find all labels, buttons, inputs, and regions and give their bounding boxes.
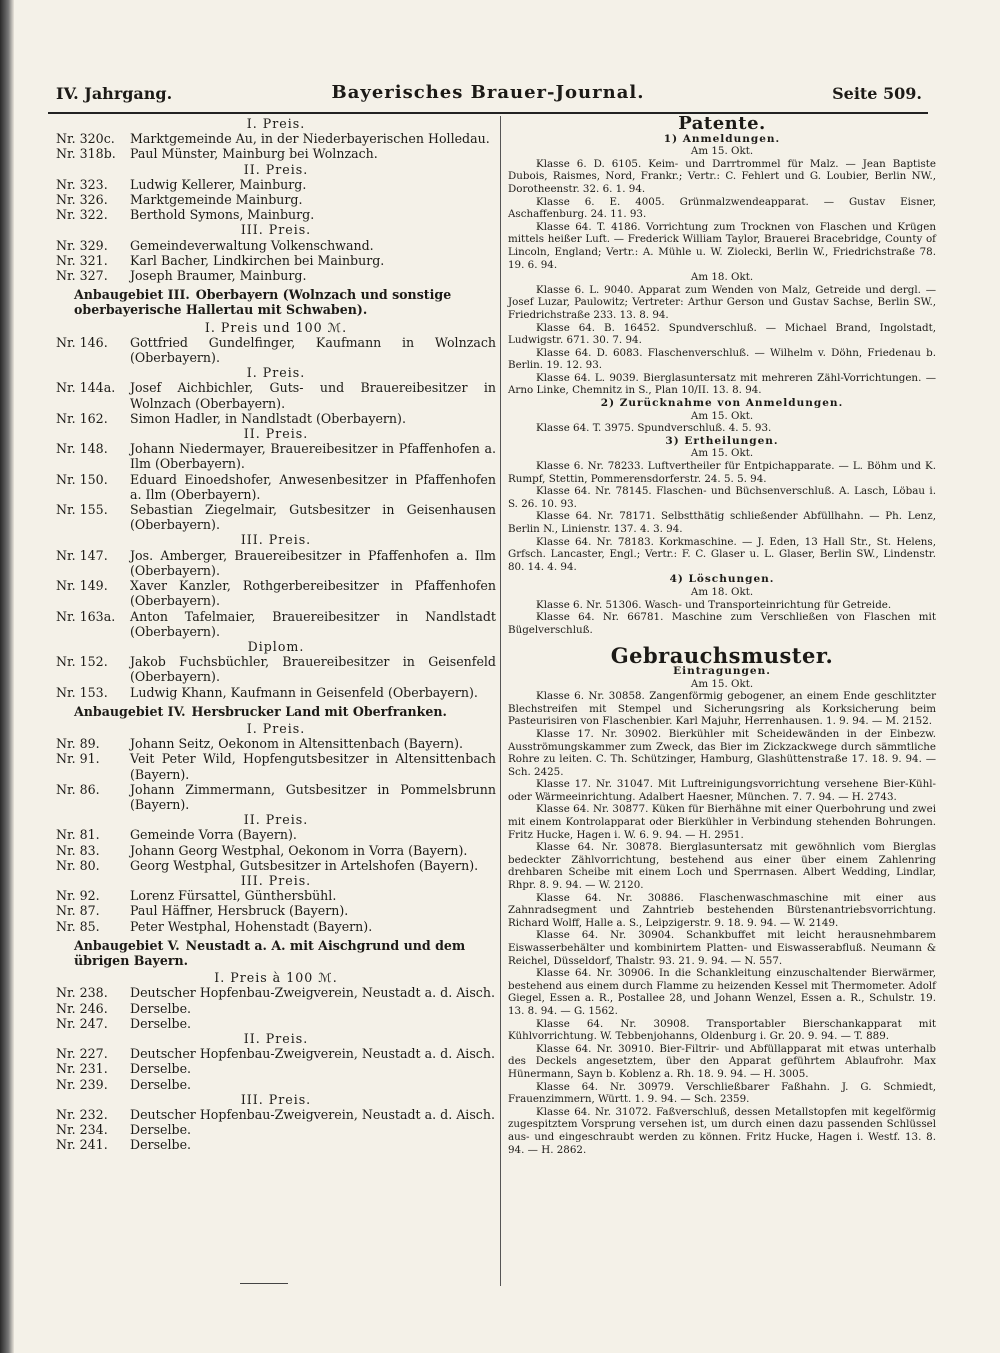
entry-text: Paul Münster, Mainburg bei Wolnzach. — [130, 146, 378, 162]
entry-row — [56, 843, 496, 858]
prize-heading: III. Preis. — [240, 532, 312, 548]
patent-entry: Klasse 64. B. 16452. Spundverschluß. — Michael Brand, Ingolstadt, Ludwigstr. 671. 30. 7. 94. — [508, 321, 936, 347]
entry-number: Nr. 80. — [56, 857, 100, 873]
patent-entry: Klasse 6. Nr. 78233. Luftvertheiler für Entpichapparate. — L. Böhm und K. Rumpf, Stettin, Pommerensdorferstr. 24. 5. 5. 94. — [508, 460, 936, 485]
patent-entry: Klasse 64. Nr. 30886. Flaschenwaschmaschine mit einer aus Zahnradsegment und Zahntrieb bestehenden Bürstenantriebsvorrichtung. Richard Wolff, Halle a. S., Leipzigerstr. 9. 18. 9. 94. — W. 2149. — [508, 891, 936, 929]
closing-rule — [240, 1283, 288, 1284]
patent-entry: Klasse 64. Nr. 78171. Selbstthätig schließender Abfüllhahn. — Ph. Lenz, Berlin N., Linienstr. 137. 4. 3. 94. — [508, 510, 936, 535]
entry-row — [56, 578, 496, 608]
entry-row — [56, 1061, 496, 1076]
entry-row — [56, 238, 496, 253]
entry-text: Eduard Einoedshofer, Anwesenbesitzer in Pfaffenhofen a. Ilm (Oberbayern). — [130, 471, 496, 502]
entry-number: Nr. 241. — [56, 1137, 108, 1153]
prize-heading: II. Preis. — [243, 426, 309, 442]
entry-number: Nr. 163a. — [56, 608, 116, 624]
entry-row — [56, 177, 496, 192]
entry-row — [56, 192, 496, 207]
prize-heading: I. Preis und 100 ℳ. — [204, 319, 348, 335]
entry-number: Nr. 81. — [56, 827, 100, 843]
entry-text: Ludwig Kellerer, Mainburg. — [130, 176, 307, 192]
entry-row — [56, 609, 496, 639]
entry-row — [56, 1122, 496, 1137]
entry-text: Lorenz Fürsattel, Günthersbühl. — [130, 888, 337, 904]
entry-text: Derselbe. — [130, 1061, 192, 1077]
entry-text: Gemeinde Vorra (Bayern). — [130, 827, 297, 843]
prize-heading: I. Preis. — [246, 365, 306, 381]
entry-number: Nr. 321. — [56, 252, 108, 268]
entry-number: Nr. 320c. — [56, 131, 115, 147]
entry-text: Sebastian Ziegelmair, Gutsbesitzer in Geisenhausen (Oberbayern). — [130, 502, 496, 533]
region-name: Neustadt a. A. mit Aischgrund und dem übrigen Bayern. — [74, 937, 466, 968]
entry-number: Nr. 150. — [56, 471, 108, 487]
entry-text: Derselbe. — [130, 1137, 192, 1153]
volume-label: IV. Jahrgang. — [56, 84, 173, 103]
region-name: Hersbrucker Land mit Oberfranken. — [191, 703, 447, 719]
entry-text: Gottfried Gundelfinger, Kaufmann in Wolnzach (Oberbayern). — [130, 334, 496, 366]
date-line: Am 15. Okt. — [690, 447, 754, 460]
entry-number: Nr. 146. — [56, 334, 108, 350]
page-header — [48, 78, 928, 114]
patent-entry: Klasse 6. D. 6105. Keim- und Darrtrommel für Malz. — Jean Baptiste Dubois, Raismes, Nord, Frankr.; Vertr.: C. Fehlert und G. Loubier, Berlin NW., Dorotheenstr. 32. 6. 1. 94. — [508, 157, 936, 195]
entry-number: Nr. 92. — [56, 888, 100, 904]
patent-entry: Klasse 6. E. 4005. Grünmalzwendeapparat. — Gustav Eisner, Aschaffenburg. 24. 11. 93. — [508, 195, 936, 221]
prize-heading: II. Preis. — [243, 1030, 309, 1046]
left-column-awards — [56, 116, 496, 1153]
entry-text: Josef Aichbichler, Guts- und Brauereibesitzer in Wolnzach (Oberbayern). — [130, 380, 496, 411]
patent-entry: Klasse 17. Nr. 31047. Mit Luftreinigungsvorrichtung versehene Bier-Kühl- oder Wärmeeinrichtung. Adalbert Haesner, München. 7. 7. 94. — H. 2743. — [508, 778, 936, 803]
entry-number: Nr. 87. — [56, 903, 100, 919]
journal-title: Bayerisches Brauer-Journal. — [331, 82, 645, 103]
region-label: Anbaugebiet V. — [74, 937, 180, 953]
entry-row — [56, 441, 496, 471]
patent-entry: Klasse 64. Nr. 30877. Küken für Bierhähne mit einer Querbohrung und zwei mit einem Kontrolapparat oder Bierkühler in Verbindung stehenden Bohrungen. Fritz Hucke, Hagen i. W. 6. 9. 94. — H. 2951. — [508, 803, 936, 841]
entry-text: Derselbe. — [130, 1076, 192, 1092]
patent-entry: Klasse 64. Nr. 78145. Flaschen- und Büchsenverschluß. A. Lasch, Löbau i. S. 26. 10. 93. — [508, 485, 936, 510]
entry-text: Deutscher Hopfenbau-Zweigverein, Neustadt a. d. Aisch. — [130, 985, 495, 1001]
entry-number: Nr. 247. — [56, 1015, 108, 1031]
entry-text: Paul Häffner, Hersbruck (Bayern). — [130, 903, 349, 919]
entry-row — [56, 411, 496, 426]
entry-number: Nr. 148. — [56, 441, 108, 457]
patent-entry: Klasse 17. Nr. 30902. Bierkühler mit Scheidewänden in der Einbezw. Ausströmungskammer zum Zweck, das Bier im Zickzackwege durch sämmtliche Rohre zu leiten. C. Th. Schützinger, Hamburg, Glashüttenstraße 17. 18. 9. 94. — Sch. 2425. — [508, 727, 936, 778]
prize-heading: III. Preis. — [240, 1091, 312, 1107]
page-gutter-shadow — [0, 0, 14, 1353]
entry-row — [56, 548, 496, 578]
prize-heading: Diplom. — [247, 638, 305, 654]
entry-number: Nr. 329. — [56, 237, 108, 253]
subsection-heading: 3) Ertheilungen. — [665, 434, 779, 447]
entry-text: Berthold Symons, Mainburg. — [130, 207, 315, 223]
entry-text: Derselbe. — [130, 1122, 192, 1138]
entry-text: Derselbe. — [130, 1000, 192, 1016]
entry-text: Veit Peter Wild, Hopfengutsbesitzer in Altensittenbach (Bayern). — [130, 751, 496, 782]
entry-row — [56, 335, 496, 365]
entry-text: Johann Zimmermann, Gutsbesitzer in Pommelsbrunn (Bayern). — [130, 781, 496, 812]
entry-number: Nr. 155. — [56, 502, 108, 518]
prize-heading: I. Preis. — [246, 720, 306, 736]
region-heading — [74, 287, 496, 317]
entry-row — [56, 1016, 496, 1031]
entry-number: Nr. 326. — [56, 192, 108, 208]
entry-row — [56, 1137, 496, 1152]
entry-text: Simon Hadler, in Nandlstadt (Oberbayern). — [130, 410, 406, 426]
region-heading — [74, 938, 496, 968]
entry-row — [56, 207, 496, 222]
entry-text: Deutscher Hopfenbau-Zweigverein, Neustadt a. d. Aisch. — [130, 1046, 495, 1062]
entry-row — [56, 985, 496, 1000]
entry-number: Nr. 85. — [56, 918, 100, 934]
entry-number: Nr. 162. — [56, 410, 108, 426]
section-title: Patente. — [678, 113, 766, 134]
entry-number: Nr. 152. — [56, 654, 108, 670]
region-label: Anbaugebiet III. — [74, 287, 190, 303]
entry-row — [56, 888, 496, 903]
entry-number: Nr. 234. — [56, 1122, 108, 1138]
prize-heading: III. Preis. — [240, 222, 312, 238]
entry-number: Nr. 327. — [56, 268, 108, 284]
entry-number: Nr. 322. — [56, 207, 108, 223]
entry-row — [56, 472, 496, 502]
entry-number: Nr. 144a. — [56, 380, 116, 396]
patent-entry: Klasse 64. Nr. 66781. Maschine zum Verschließen von Flaschen mit Bügelverschluß. — [508, 611, 936, 636]
entry-row — [56, 736, 496, 751]
entry-text: Karl Bacher, Lindkirchen bei Mainburg. — [130, 252, 385, 268]
entry-text: Anton Tafelmaier, Brauereibesitzer in Nandlstadt (Oberbayern). — [130, 608, 496, 639]
entry-row — [56, 253, 496, 268]
entry-number: Nr. 239. — [56, 1076, 108, 1092]
patent-entry: Klasse 64. Nr. 31072. Faßverschluß, dessen Metallstopfen mit kegelförmig zugespitztem Vorsprung versehen ist, um durch einen dazu passenden Schlüssel aus- und eingeschraubt werden zu können. Fritz Hucke, Hagen i. Westf. 13. 8. 94. — H. 2862. — [508, 1105, 936, 1156]
prize-heading: I. Preis. — [246, 116, 306, 131]
region-name: Oberbayern (Wolnzach und sonstige oberbayerische Hallertau mit Schwaben). — [74, 287, 452, 318]
entry-text: Jakob Fuchsbüchler, Brauereibesitzer in Geisenfeld (Oberbayern). — [130, 654, 496, 685]
patent-entry: Klasse 64. Nr. 30906. In die Schankleitung einzuschaltender Bierwärmer, bestehend aus einem durch Flamme zu heizenden Kessel mit Thermometer. Adolf Giegel, Essen a. R., Postallee 28, und Johann Wenzel, Essen a. R., Schulstr. 19. 13. 8. 94. — G. 1562. — [508, 967, 936, 1017]
entry-text: Deutscher Hopfenbau-Zweigverein, Neustadt a. d. Aisch. — [130, 1107, 495, 1122]
entry-row — [56, 502, 496, 532]
entry-text: Joseph Braumer, Mainburg. — [130, 268, 307, 284]
page-number: Seite 509. — [832, 84, 922, 103]
entry-number: Nr. 153. — [56, 684, 108, 700]
patent-entry: Klasse 6. L. 9040. Apparat zum Wenden von Malz, Getreide und dergl. — Josef Luzar, Paulowitz; Vertreter: Arthur Gerson und Gustav Sachse, Berlin SW., Friedrichstraße 233. 13. 8. 94. — [508, 283, 936, 321]
prize-heading: II. Preis. — [243, 812, 309, 828]
region-label: Anbaugebiet IV. — [74, 703, 186, 719]
entry-number: Nr. 83. — [56, 842, 100, 858]
patent-entry: Klasse 64. T. 3975. Spundverschluß. 4. 5. 93. — [536, 422, 772, 435]
entry-number: Nr. 318b. — [56, 146, 116, 162]
entry-text: Johann Seitz, Oekonom in Altensittenbach (Bayern). — [130, 736, 464, 752]
patent-entry: Klasse 6. Nr. 51306. Wasch- und Transporteinrichtung für Getreide. — [536, 598, 892, 611]
subsection-heading: 2) Zurücknahme von Anmeldungen. — [600, 397, 844, 410]
entry-text: Ludwig Khann, Kaufmann in Geisenfeld (Oberbayern). — [130, 684, 478, 700]
prize-heading: III. Preis. — [240, 872, 312, 888]
entry-number: Nr. 89. — [56, 736, 100, 752]
date-line: Am 15. Okt. — [690, 145, 754, 158]
date-line: Am 18. Okt. — [690, 271, 754, 284]
patent-entry: Klasse 64. Nr. 78183. Korkmaschine. — J. Eden, 13 Hall Str., St. Helens, Grfsch. Lancaster, Engl.; Vertr.: F. C. Glaser u. L. Glaser, Berlin SW., Lindenstr. 80. 14. 4. 94. — [508, 535, 936, 573]
region-heading — [74, 704, 496, 719]
entry-text: Gemeindeverwaltung Volkenschwand. — [130, 237, 374, 253]
entry-number: Nr. 231. — [56, 1061, 108, 1077]
entry-text: Marktgemeinde Au, in der Niederbayerischen Holledau. — [130, 131, 490, 147]
entry-number: Nr. 323. — [56, 176, 108, 192]
entry-row — [56, 685, 496, 700]
entry-row — [56, 782, 496, 812]
entry-number: Nr. 246. — [56, 1000, 108, 1016]
entry-row — [56, 1001, 496, 1016]
entry-text: Georg Westphal, Gutsbesitzer in Artelshofen (Bayern). — [130, 857, 479, 873]
entry-number: Nr. 149. — [56, 578, 108, 594]
entry-row — [56, 751, 496, 781]
entry-row — [56, 654, 496, 684]
entry-row — [56, 1077, 496, 1092]
entry-row — [56, 903, 496, 918]
subsection-heading: Eintragungen. — [673, 664, 771, 677]
patent-entry: Klasse 64. L. 9039. Bierglasuntersatz mit mehreren Zähl-Vorrichtungen. — Arno Linke, Chemnitz in S., Plan 10/II. 13. 8. 94. — [508, 371, 936, 397]
entry-number: Nr. 238. — [56, 985, 108, 1001]
patent-entry: Klasse 64. Nr. 30904. Schankbuffet mit leicht herausnehmbarem Eiswasserbehälter und kombinirtem Platten- und Eiswasserabfluß. Neumann & Reichel, Düsseldorf, Thalstr. 93. 21. 9. 94. — N. 557. — [508, 929, 936, 967]
patent-entry: Klasse 6. Nr. 30858. Zangenförmig gebogener, an einem Ende geschlitzter Blechstreifen mit Stempel und Sicherungsring als Korksicherung beim Pasteurisiren von Flaschenbier. Karl Majuhr, Herrenhausen. 1. 9. 94. — M. 2152. — [508, 690, 936, 728]
entry-row — [56, 858, 496, 873]
patent-entry: Klasse 64. Nr. 30910. Bier-Filtrir- und Abfüllapparat mit etwas unterhalb des Deckels angesetztem, über den Apparat geführtem Ablaufrohr. Max Hünermann, Sayn b. Koblenz a. Rh. 18. 9. 94. — H. 3005. — [508, 1042, 936, 1080]
patent-entry: Klasse 64. Nr. 30979. Verschließbarer Faßhahn. J. G. Schmiedt, Frauenzimmern, Württ. 1. 9. 94. — Sch. 2359. — [508, 1080, 936, 1106]
prize-heading: II. Preis. — [243, 161, 309, 177]
date-line: Am 15. Okt. — [690, 409, 754, 422]
entry-row — [56, 146, 496, 161]
patent-entry: Klasse 64. T. 4186. Vorrichtung zum Trocknen von Flaschen und Krügen mittels heißer Luft. — Frederick William Taylor, Brauerei Bracebridge, County of Lincoln, England; Vertr.: A. Mühle u. W. Ziolecki, Berlin W., Friedrichstraße 78. 19. 6. 94. — [508, 220, 936, 271]
entry-row — [56, 827, 496, 842]
prize-heading: I. Preis à 100 ℳ. — [214, 970, 338, 986]
date-line: Am 18. Okt. — [690, 585, 754, 598]
entry-text: Peter Westphal, Hohenstadt (Bayern). — [130, 918, 373, 934]
column-divider — [500, 116, 501, 1286]
date-line: Am 15. Okt. — [690, 677, 754, 690]
entry-number: Nr. 86. — [56, 781, 100, 797]
entry-row — [56, 1046, 496, 1061]
patent-entry: Klasse 64. D. 6083. Flaschenverschluß. — Wilhelm v. Döhn, Friedenau b. Berlin. 19. 12. 93. — [508, 346, 936, 372]
entry-row — [56, 919, 496, 934]
entry-text: Jos. Amberger, Brauereibesitzer in Pfaffenhofen a. Ilm (Oberbayern). — [130, 547, 496, 578]
entry-number: Nr. 147. — [56, 547, 108, 563]
entry-text: Marktgemeinde Mainburg. — [130, 192, 303, 208]
entry-text: Johann Niedermayer, Brauereibesitzer in Pfaffenhofen a. Ilm (Oberbayern). — [130, 441, 496, 472]
entry-number: Nr. 91. — [56, 751, 100, 767]
patent-entry: Klasse 64. Nr. 30878. Bierglasuntersatz mit gewöhnlich vom Bierglas bedeckter Zählvorrichtung, bestehend aus einer über einem Zahlenring drehbaren Scheibe mit einem Loch und Sperrnasen. Albert Wedding, Lindlar, Rhpr. 8. 9. 94. — W. 2120. — [508, 841, 936, 892]
entry-number: Nr. 232. — [56, 1107, 108, 1122]
entry-row — [56, 131, 496, 146]
subsection-heading: 1) Anmeldungen. — [663, 132, 781, 145]
entry-number: Nr. 227. — [56, 1046, 108, 1062]
entry-text: Johann Georg Westphal, Oekonom in Vorra (Bayern). — [130, 842, 468, 858]
entry-text: Derselbe. — [130, 1015, 192, 1031]
right-column-patents — [508, 113, 936, 1156]
entry-text: Xaver Kanzler, Rothgerbereibesitzer in Pfaffenhofen (Oberbayern). — [130, 578, 496, 609]
subsection-heading: 4) Löschungen. — [669, 573, 775, 586]
entry-row — [56, 268, 496, 283]
entry-row — [56, 1107, 496, 1122]
section-title: Gebrauchsmuster. — [610, 643, 834, 669]
patent-entry: Klasse 64. Nr. 30908. Transportabler Bierschankapparat mit Kühlvorrichtung. W. Tebbenjohanns, Oldenburg i. Gr. 20. 9. 94. — T. 889. — [508, 1017, 936, 1043]
entry-row — [56, 380, 496, 410]
